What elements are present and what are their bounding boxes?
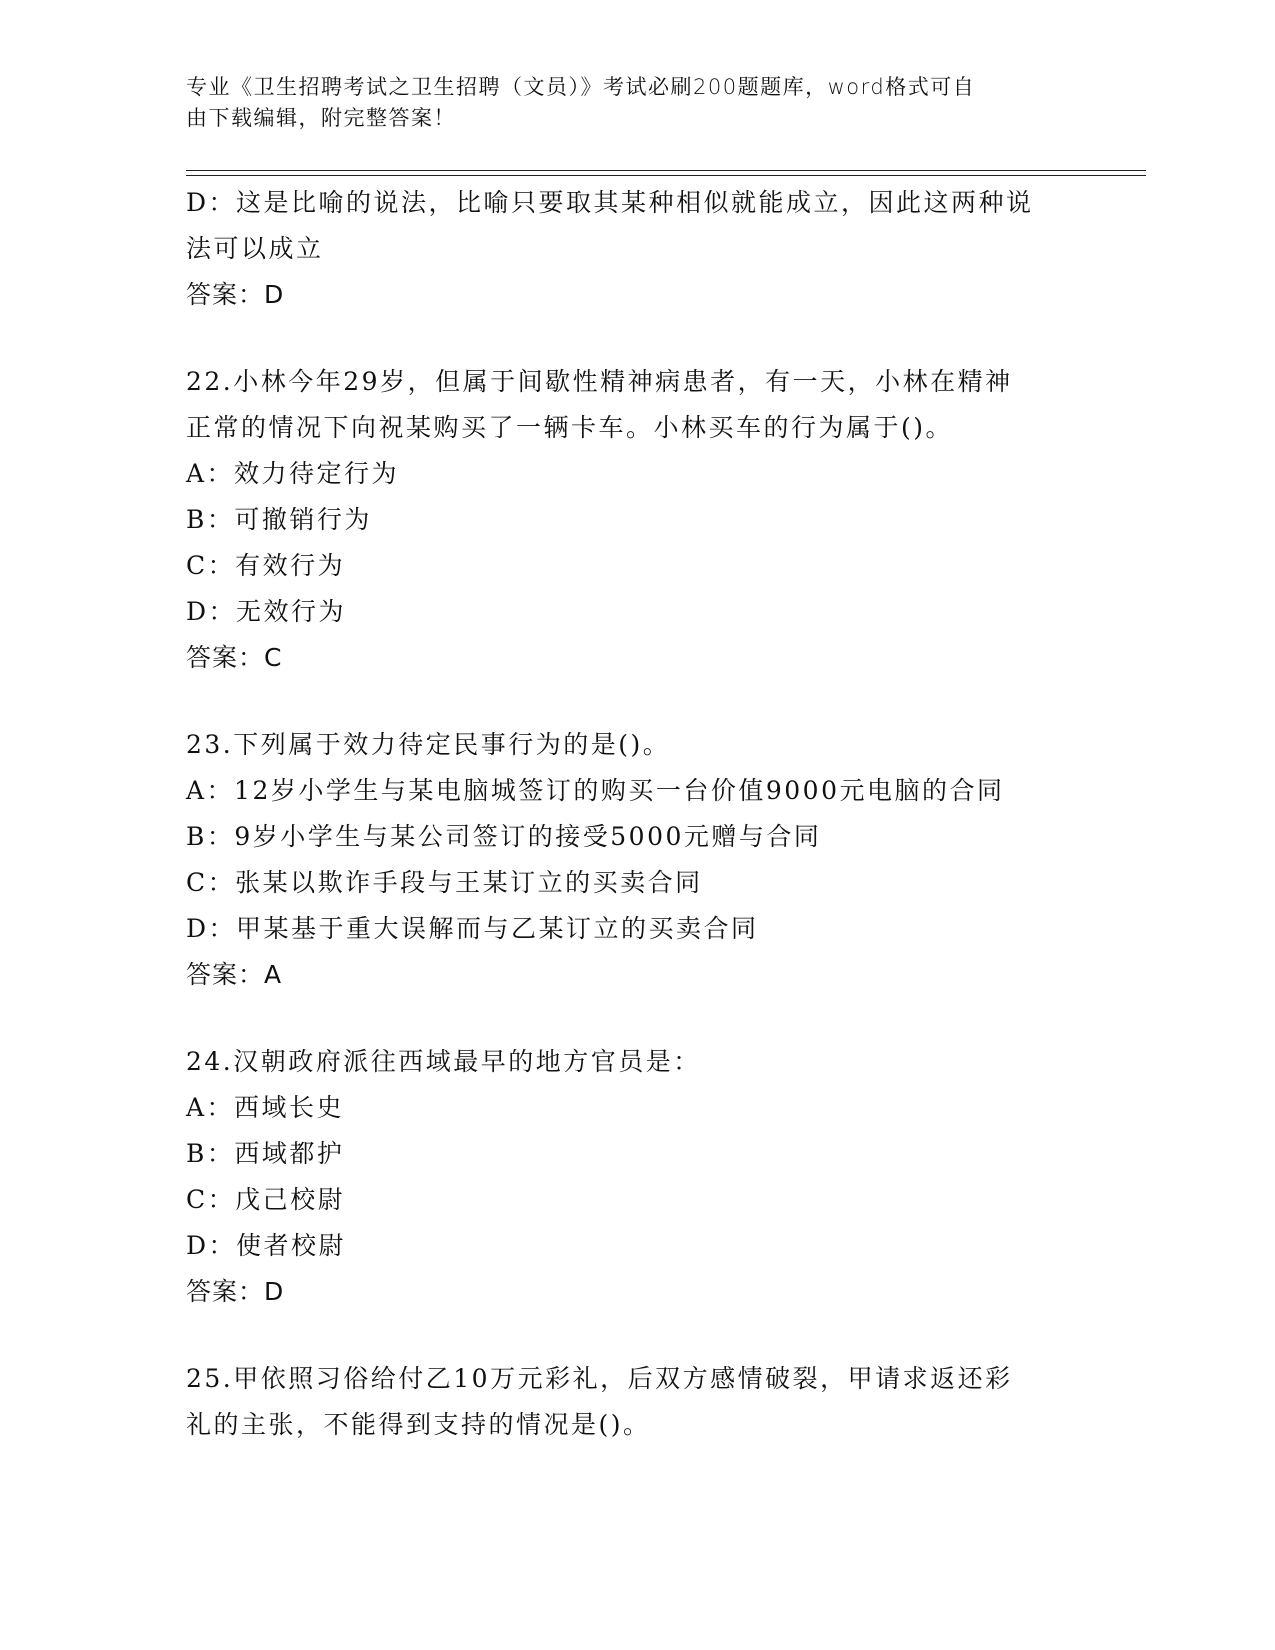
question-23 [186,722,1066,998]
question-22 [186,359,1066,681]
question-stem: 23.下列属于效力待定民事行为的是()。 [186,730,671,759]
option-d: D：无效行为 [186,597,347,626]
option-d-continued: 法可以成立 [186,234,324,263]
question-stem-continued: 礼的主张，不能得到支持的情况是()。 [186,1410,651,1439]
option-d: D：这是比喻的说法，比喻只要取其某种相似就能成立，因此这两种说 [186,188,1034,217]
option-b: B：9岁小学生与某公司签订的接受5000元赠与合同 [186,822,822,851]
header-line-1: 专业《卫生招聘考试之卫生招聘（文员）》考试必刷200题题库，word格式可自 [186,75,976,99]
option-c: C：有效行为 [186,551,346,580]
spacer [186,318,1066,359]
answer: 答案：A [186,960,283,989]
option-b: B：可撤销行为 [186,505,372,534]
answer: 答案：D [186,280,285,309]
previous-question-tail [186,180,1066,318]
question-24 [186,1039,1066,1315]
question-stem: 24.汉朝政府派往西域最早的地方官员是： [186,1047,701,1076]
header-line-2: 由下载编辑，附完整答案！ [186,106,456,130]
question-stem-continued: 正常的情况下向祝某购买了一辆卡车。小林买车的行为属于()。 [186,413,954,442]
option-a: A：效力待定行为 [186,459,400,488]
answer: 答案：D [186,1277,285,1306]
option-a: A：西域长史 [186,1093,345,1122]
option-c: C：张某以欺诈手段与王某订立的买卖合同 [186,868,703,897]
answer: 答案：C [186,643,283,672]
option-c: C：戊己校尉 [186,1185,346,1214]
question-25 [186,1356,1066,1448]
spacer [186,681,1066,722]
document-body [186,180,1066,1448]
spacer [186,998,1066,1039]
page-header [186,72,1066,134]
option-d: D：使者校尉 [186,1231,347,1260]
header-rule-bottom [186,175,1146,176]
header-rule-top [186,170,1146,171]
option-d: D：甲某基于重大误解而与乙某订立的买卖合同 [186,914,759,943]
question-stem: 25.甲依照习俗给付乙10万元彩礼，后双方感情破裂，甲请求返还彩 [186,1364,1013,1393]
spacer [186,1315,1066,1356]
question-stem: 22.小林今年29岁，但属于间歇性精神病患者，有一天，小林在精神 [186,367,1013,396]
option-b: B：西域都护 [186,1139,345,1168]
option-a: A：12岁小学生与某电脑城签订的购买一台价值9000元电脑的合同 [186,776,1005,805]
